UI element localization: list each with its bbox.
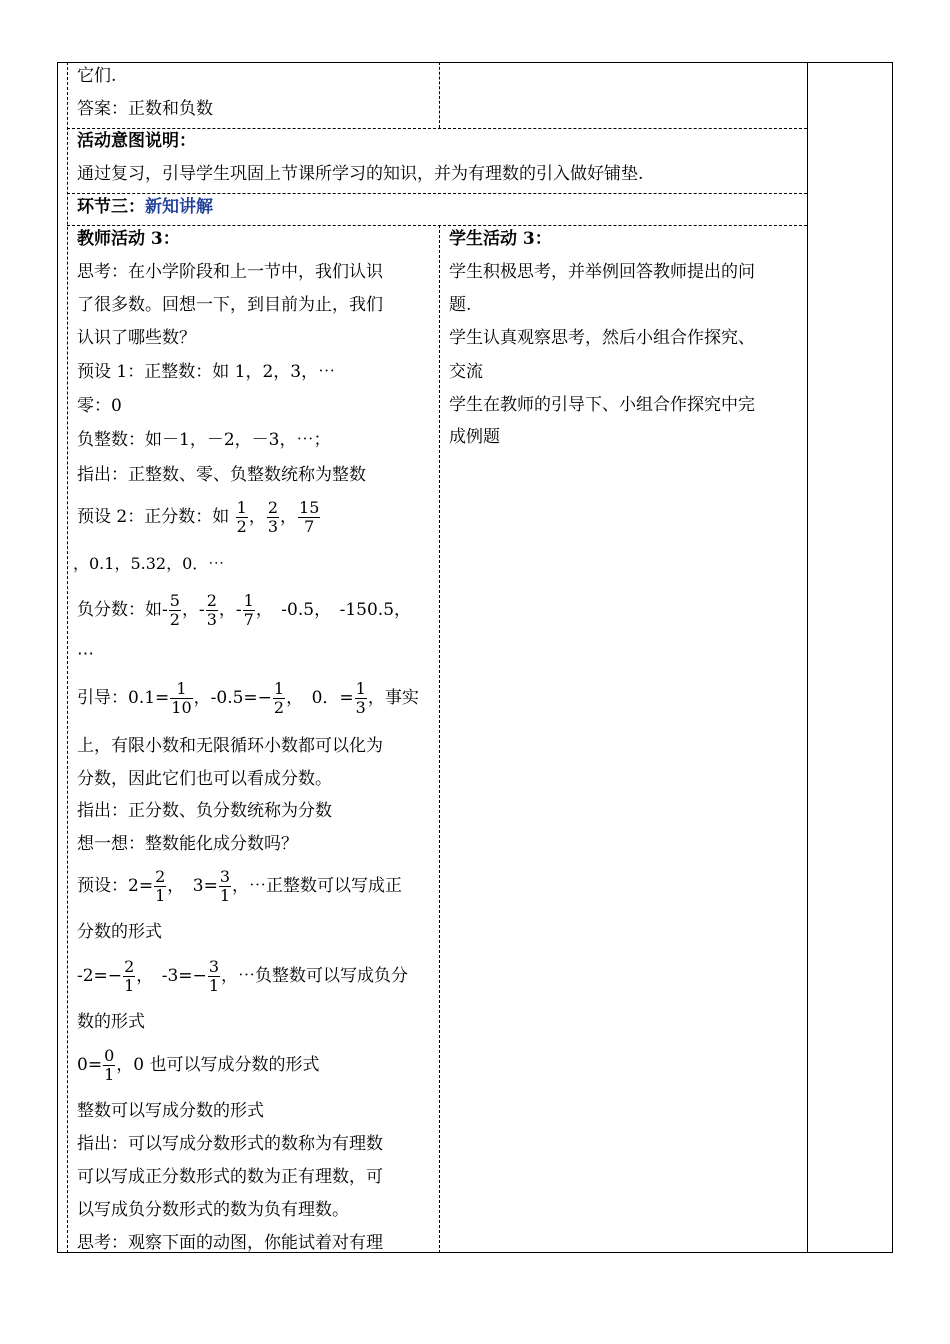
fraction-numerator: 3 bbox=[219, 867, 230, 886]
preset3-text: ，⋯正整数可以写成正 bbox=[232, 876, 402, 896]
teacher-text: 分数，因此它们也可以看成分数。 bbox=[77, 769, 332, 789]
fraction bbox=[219, 868, 231, 905]
top-line-2: 答案：正数和负数 bbox=[77, 99, 213, 119]
teacher-text: 零：0 bbox=[77, 396, 122, 416]
preset3-text: ， 3= bbox=[167, 876, 218, 896]
section-prefix: 环节三： bbox=[77, 197, 145, 217]
negint-text: -2=− bbox=[77, 966, 123, 986]
fraction bbox=[103, 1047, 115, 1084]
fraction bbox=[298, 499, 320, 536]
fraction bbox=[206, 592, 218, 629]
student-text: 学生积极思考，并举例回答教师提出的问 bbox=[449, 262, 755, 282]
fraction-numerator: 2 bbox=[267, 498, 279, 517]
negint-frac-line bbox=[77, 956, 408, 996]
teacher-text: ，0.1，5.32，0．⋯ bbox=[73, 554, 225, 573]
table-right-column-divider bbox=[807, 62, 808, 1253]
fraction-denominator: 1 bbox=[219, 886, 230, 905]
teacher-text: 预设 1：正整数：如 1，2，3，⋯ bbox=[77, 362, 336, 382]
teacher-text: ⋯ bbox=[77, 644, 94, 664]
fraction-denominator: 7 bbox=[243, 610, 254, 629]
fraction bbox=[208, 958, 220, 995]
fraction-numerator: 0 bbox=[104, 1046, 115, 1065]
section-name: 新知讲解 bbox=[145, 197, 213, 217]
student-text: 学生认真观察思考，然后小组合作探究、 bbox=[449, 328, 755, 348]
fraction-denominator: 2 bbox=[169, 610, 180, 629]
fraction-denominator: 2 bbox=[273, 698, 285, 717]
table-middle-divider-top bbox=[439, 62, 440, 128]
student-text: 交流 bbox=[449, 362, 483, 382]
preset3-text: 预设：2= bbox=[77, 876, 154, 896]
fraction-numerator: 15 bbox=[299, 498, 320, 517]
section-heading bbox=[77, 195, 213, 219]
fraction bbox=[154, 868, 166, 905]
negint-text: ，⋯负整数可以写成负分 bbox=[221, 966, 408, 986]
guide-text: ，事实 bbox=[367, 688, 419, 708]
separator: ， bbox=[280, 507, 298, 527]
zero-text: 0= bbox=[77, 1055, 103, 1075]
teacher-title: 教师活动 3： bbox=[77, 229, 180, 249]
negint-text: ， -3=− bbox=[136, 966, 207, 986]
teacher-text: 思考：在小学阶段和上一节中，我们认识 bbox=[77, 262, 383, 282]
preset3-line bbox=[77, 866, 402, 906]
teacher-text: 以写成负分数形式的数为负有理数。 bbox=[77, 1200, 349, 1220]
teacher-text: 指出：正分数、负分数统称为分数 bbox=[77, 801, 332, 821]
fraction-numerator: 1 bbox=[236, 498, 247, 517]
guide-text: 引导：0.1= bbox=[77, 688, 170, 708]
teacher-text: 认识了哪些数？ bbox=[77, 328, 196, 348]
fraction-denominator: 7 bbox=[304, 517, 315, 536]
teacher-text: 思考：观察下面的动图，你能试着对有理 bbox=[77, 1233, 383, 1253]
fraction-denominator: 10 bbox=[171, 698, 192, 717]
fraction bbox=[273, 680, 285, 717]
fraction-numerator: 3 bbox=[208, 957, 219, 976]
fraction-denominator: 2 bbox=[236, 517, 247, 536]
fraction bbox=[243, 592, 255, 629]
teacher-text: 了很多数。回想一下，到目前为止，我们 bbox=[77, 295, 383, 315]
guide-text: ，-0.5=− bbox=[193, 688, 272, 708]
teacher-text: 上，有限小数和无限循环小数都可以化为 bbox=[77, 736, 383, 756]
fraction-denominator: 1 bbox=[208, 976, 219, 995]
fraction-denominator: 3 bbox=[355, 698, 366, 717]
teacher-text: 指出：可以写成分数形式的数称为有理数 bbox=[77, 1134, 383, 1154]
row-divider bbox=[67, 193, 807, 194]
top-line-1: 它们. bbox=[77, 66, 117, 86]
fraction-numerator: 2 bbox=[155, 867, 166, 886]
preset2-label: 预设 2：正分数：如 bbox=[77, 507, 230, 527]
fraction-denominator: 1 bbox=[155, 886, 166, 905]
teacher-text: 指出：正整数、零、负整数统称为整数 bbox=[77, 465, 366, 485]
teacher-text: 负整数：如－1，－2，－3，⋯； bbox=[77, 430, 331, 450]
fraction bbox=[267, 499, 279, 536]
separator: ， bbox=[248, 507, 266, 527]
negfrac-line bbox=[77, 590, 411, 630]
fraction bbox=[236, 499, 248, 536]
separator: ，- bbox=[218, 600, 242, 620]
fraction-numerator: 2 bbox=[124, 957, 135, 976]
student-text: 成例题 bbox=[449, 427, 500, 447]
fraction-denominator: 3 bbox=[206, 610, 217, 629]
student-text: 题. bbox=[449, 295, 472, 315]
intent-body: 通过复习，引导学生巩固上节课所学习的知识，并为有理数的引入做好铺垫. bbox=[77, 164, 644, 184]
fraction-denominator: 1 bbox=[104, 1065, 115, 1084]
fraction bbox=[169, 592, 181, 629]
zero-frac-line bbox=[77, 1045, 319, 1085]
table-middle-divider-bottom bbox=[439, 225, 440, 1253]
fraction-numerator: 5 bbox=[169, 591, 180, 610]
negfrac-tail: ， -0.5， -150.5， bbox=[255, 600, 412, 620]
document-page bbox=[57, 62, 893, 1253]
teacher-text: 想一想：整数能化成分数吗？ bbox=[77, 834, 298, 854]
fraction-numerator: 1 bbox=[273, 679, 285, 698]
fraction-numerator: 1 bbox=[243, 591, 254, 610]
row-divider bbox=[67, 225, 807, 226]
fraction-denominator: 3 bbox=[267, 517, 279, 536]
zero-text: ，0 也可以写成分数的形式 bbox=[116, 1055, 320, 1075]
intent-title: 活动意图说明： bbox=[77, 131, 196, 151]
fraction bbox=[170, 680, 192, 717]
fraction-denominator: 1 bbox=[124, 976, 135, 995]
fraction-numerator: 2 bbox=[206, 591, 217, 610]
student-text: 学生在教师的引导下、小组合作探究中完 bbox=[449, 395, 755, 415]
teacher-text: 数的形式 bbox=[77, 1012, 145, 1032]
teacher-text: 分数的形式 bbox=[77, 922, 162, 942]
preset2-line bbox=[77, 497, 321, 537]
guide-line bbox=[77, 678, 419, 718]
separator: ，- bbox=[181, 600, 205, 620]
table-left-dashed-border bbox=[67, 62, 68, 1253]
fraction-numerator: 1 bbox=[355, 679, 366, 698]
fraction bbox=[355, 680, 367, 717]
fraction bbox=[123, 958, 135, 995]
fraction-numerator: 1 bbox=[170, 680, 192, 699]
guide-text: ， 0．= bbox=[286, 688, 354, 708]
student-title: 学生活动 3： bbox=[449, 229, 552, 249]
negfrac-label: 负分数：如- bbox=[77, 600, 168, 620]
teacher-text: 可以写成正分数形式的数为正有理数，可 bbox=[77, 1167, 383, 1187]
teacher-text: 整数可以写成分数的形式 bbox=[77, 1101, 264, 1121]
